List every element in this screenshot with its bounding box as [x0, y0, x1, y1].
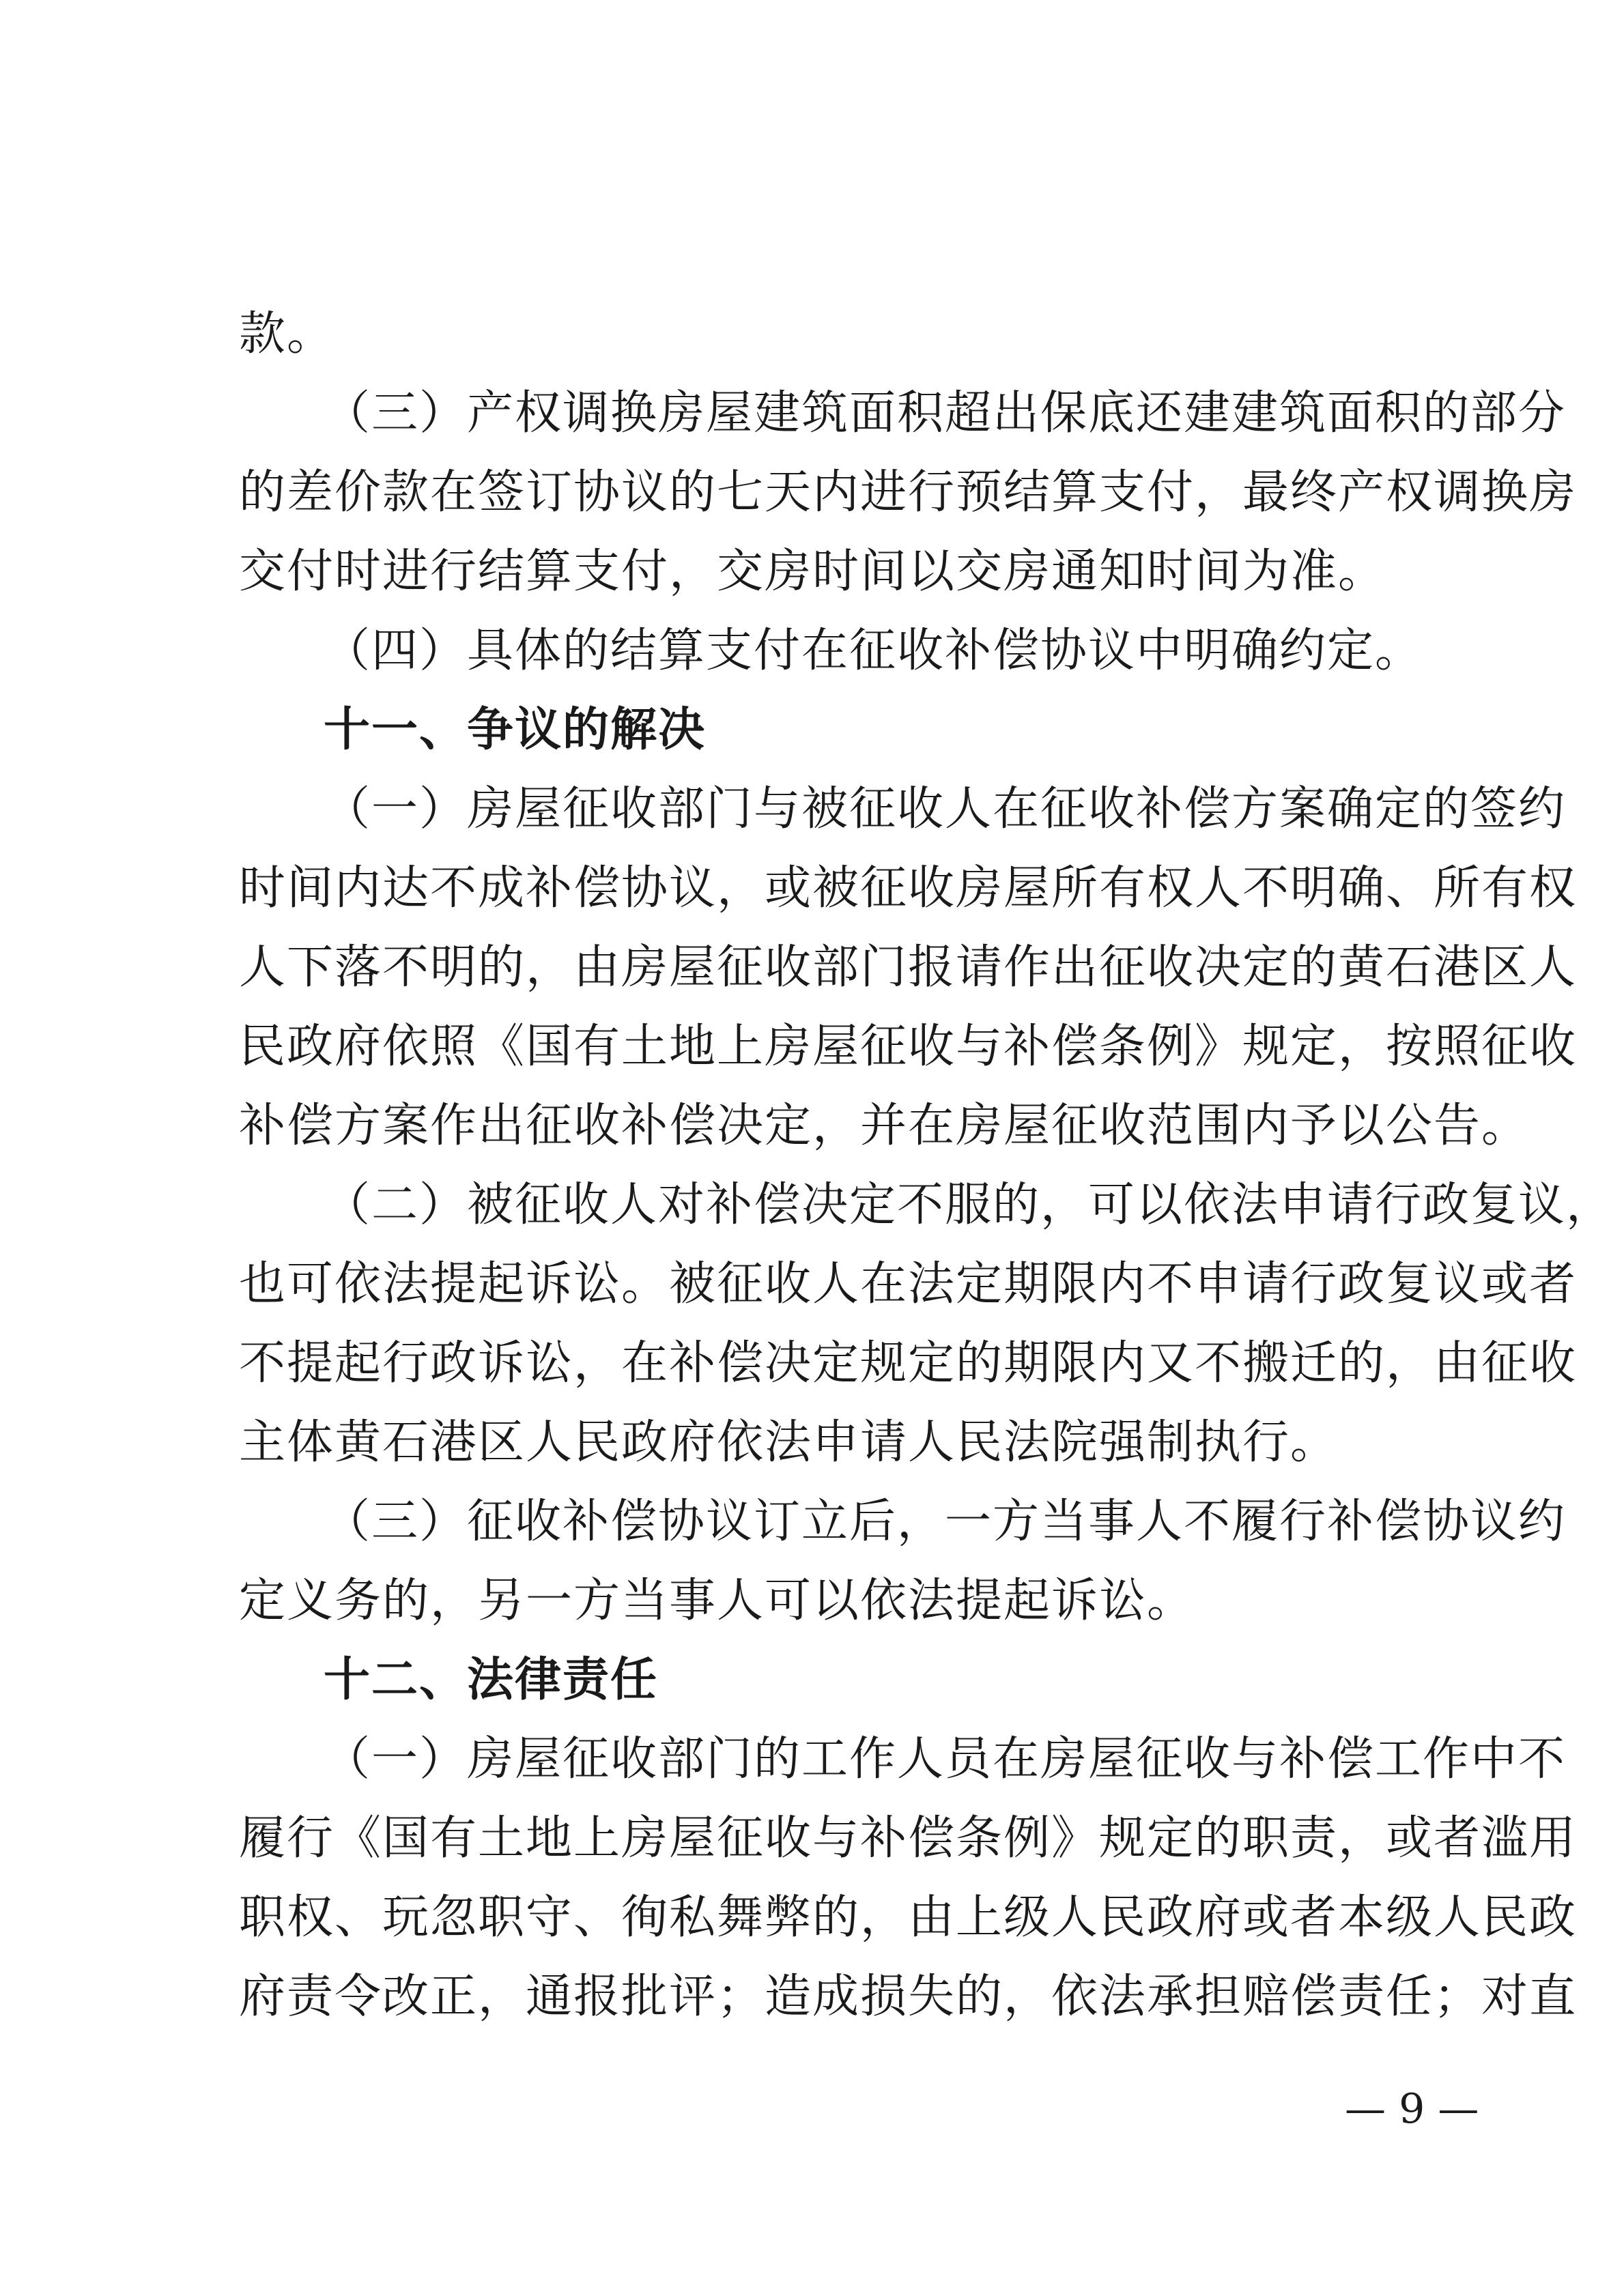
- text-line: 时间内达不成补偿协议，或被征收房屋所有权人不明确、所有权: [239, 861, 1578, 915]
- text-line: 的差价款在签订协议的七天内进行预结算支付，最终产权调换房: [239, 465, 1578, 519]
- text-line: 款。: [239, 307, 335, 361]
- paragraph-start-line: （四）具体的结算支付在征收补偿协议中明确约定。: [324, 624, 1423, 678]
- page-number: — 9 —: [1345, 2085, 1479, 2133]
- text-line: 交付时进行结算支付，交房时间以交房通知时间为准。: [239, 545, 1386, 599]
- text-line: 民政府依照《国有土地上房屋征收与补偿条例》规定，按照征收: [239, 1020, 1578, 1074]
- text-line: 职权、玩忽职守、徇私舞弊的，由上级人民政府或者本级人民政: [239, 1891, 1578, 1945]
- text-line: 也可依法提起诉讼。被征收人在法定期限内不申请行政复议或者: [239, 1257, 1578, 1311]
- section-heading: 十一、争议的解决: [324, 703, 707, 757]
- text-line: 主体黄石港区人民政府依法申请人民法院强制执行。: [239, 1416, 1339, 1469]
- text-line: 不提起行政诉讼，在补偿决定规定的期限内又不搬迁的，由征收: [239, 1336, 1578, 1390]
- text-line: 定义务的，另一方当事人可以依法提起诉讼。: [239, 1574, 1195, 1628]
- section-heading: 十二、法律责任: [324, 1653, 659, 1707]
- text-line: 人下落不明的，由房屋征收部门报请作出征收决定的黄石港区人: [239, 941, 1578, 994]
- paragraph-start-line: （三）征收补偿协议订立后，一方当事人不履行补偿协议约: [324, 1495, 1567, 1549]
- paragraph-start-line: （二）被征收人对补偿决定不服的，可以依法申请行政复议，: [324, 1178, 1614, 1232]
- text-line: 履行《国有土地上房屋征收与补偿条例》规定的职责，或者滥用: [239, 1811, 1578, 1865]
- paragraph-start-line: （一）房屋征收部门与被征收人在征收补偿方案确定的签约: [324, 782, 1567, 836]
- paragraph-start-line: （三）产权调换房屋建筑面积超出保底还建建筑面积的部分: [324, 386, 1567, 440]
- paragraph-start-line: （一）房屋征收部门的工作人员在房屋征收与补偿工作中不: [324, 1732, 1567, 1786]
- text-line: 补偿方案作出征收补偿决定，并在房屋征收范围内予以公告。: [239, 1099, 1530, 1153]
- text-line: 府责令改正，通报批评；造成损失的，依法承担赔偿责任；对直: [239, 1970, 1578, 2024]
- document-body: [239, 295, 1614, 2037]
